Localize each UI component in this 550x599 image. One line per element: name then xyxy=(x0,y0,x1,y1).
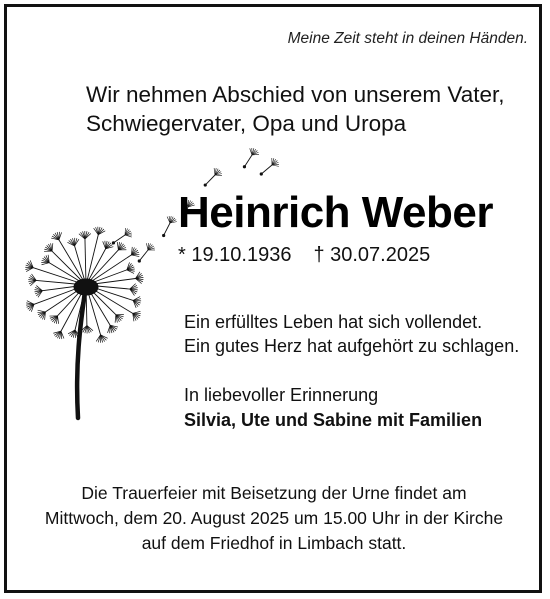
intro-line-1: Wir nehmen Abschied von unserem Vater, xyxy=(86,82,505,107)
service-line-2: Mittwoch, dem 20. August 2025 um 15.00 Uhr in der Kirche xyxy=(44,508,504,528)
service-details xyxy=(0,481,548,556)
motto-quote: Meine Zeit steht in deinen Händen. xyxy=(287,30,528,47)
intro-text xyxy=(86,80,505,138)
family-signature: Silvia, Ute und Sabine mit Familien xyxy=(184,410,483,430)
deceased-name: Heinrich Weber xyxy=(178,188,493,237)
intro-line-2: Schwiegervater, Opa und Uropa xyxy=(86,111,407,136)
life-line-2: Ein gutes Herz hat aufgehört zu schlagen. xyxy=(184,336,520,356)
service-line-1: Die Trauerfeier mit Beisetzung der Urne findet am xyxy=(81,483,467,503)
memory-line: In liebevoller Erinnerung xyxy=(184,385,379,405)
life-line-1: Ein erfülltes Leben hat sich vollendet. xyxy=(184,312,483,332)
birth-date: * 19.10.1936 xyxy=(178,244,292,266)
death-date: † 30.07.2025 xyxy=(313,244,431,266)
memory-block xyxy=(184,383,482,433)
service-line-3: auf dem Friedhof in Limbach statt. xyxy=(141,533,407,553)
life-dates xyxy=(178,244,430,267)
dandelion-icon xyxy=(20,135,320,425)
life-statement xyxy=(184,310,519,358)
